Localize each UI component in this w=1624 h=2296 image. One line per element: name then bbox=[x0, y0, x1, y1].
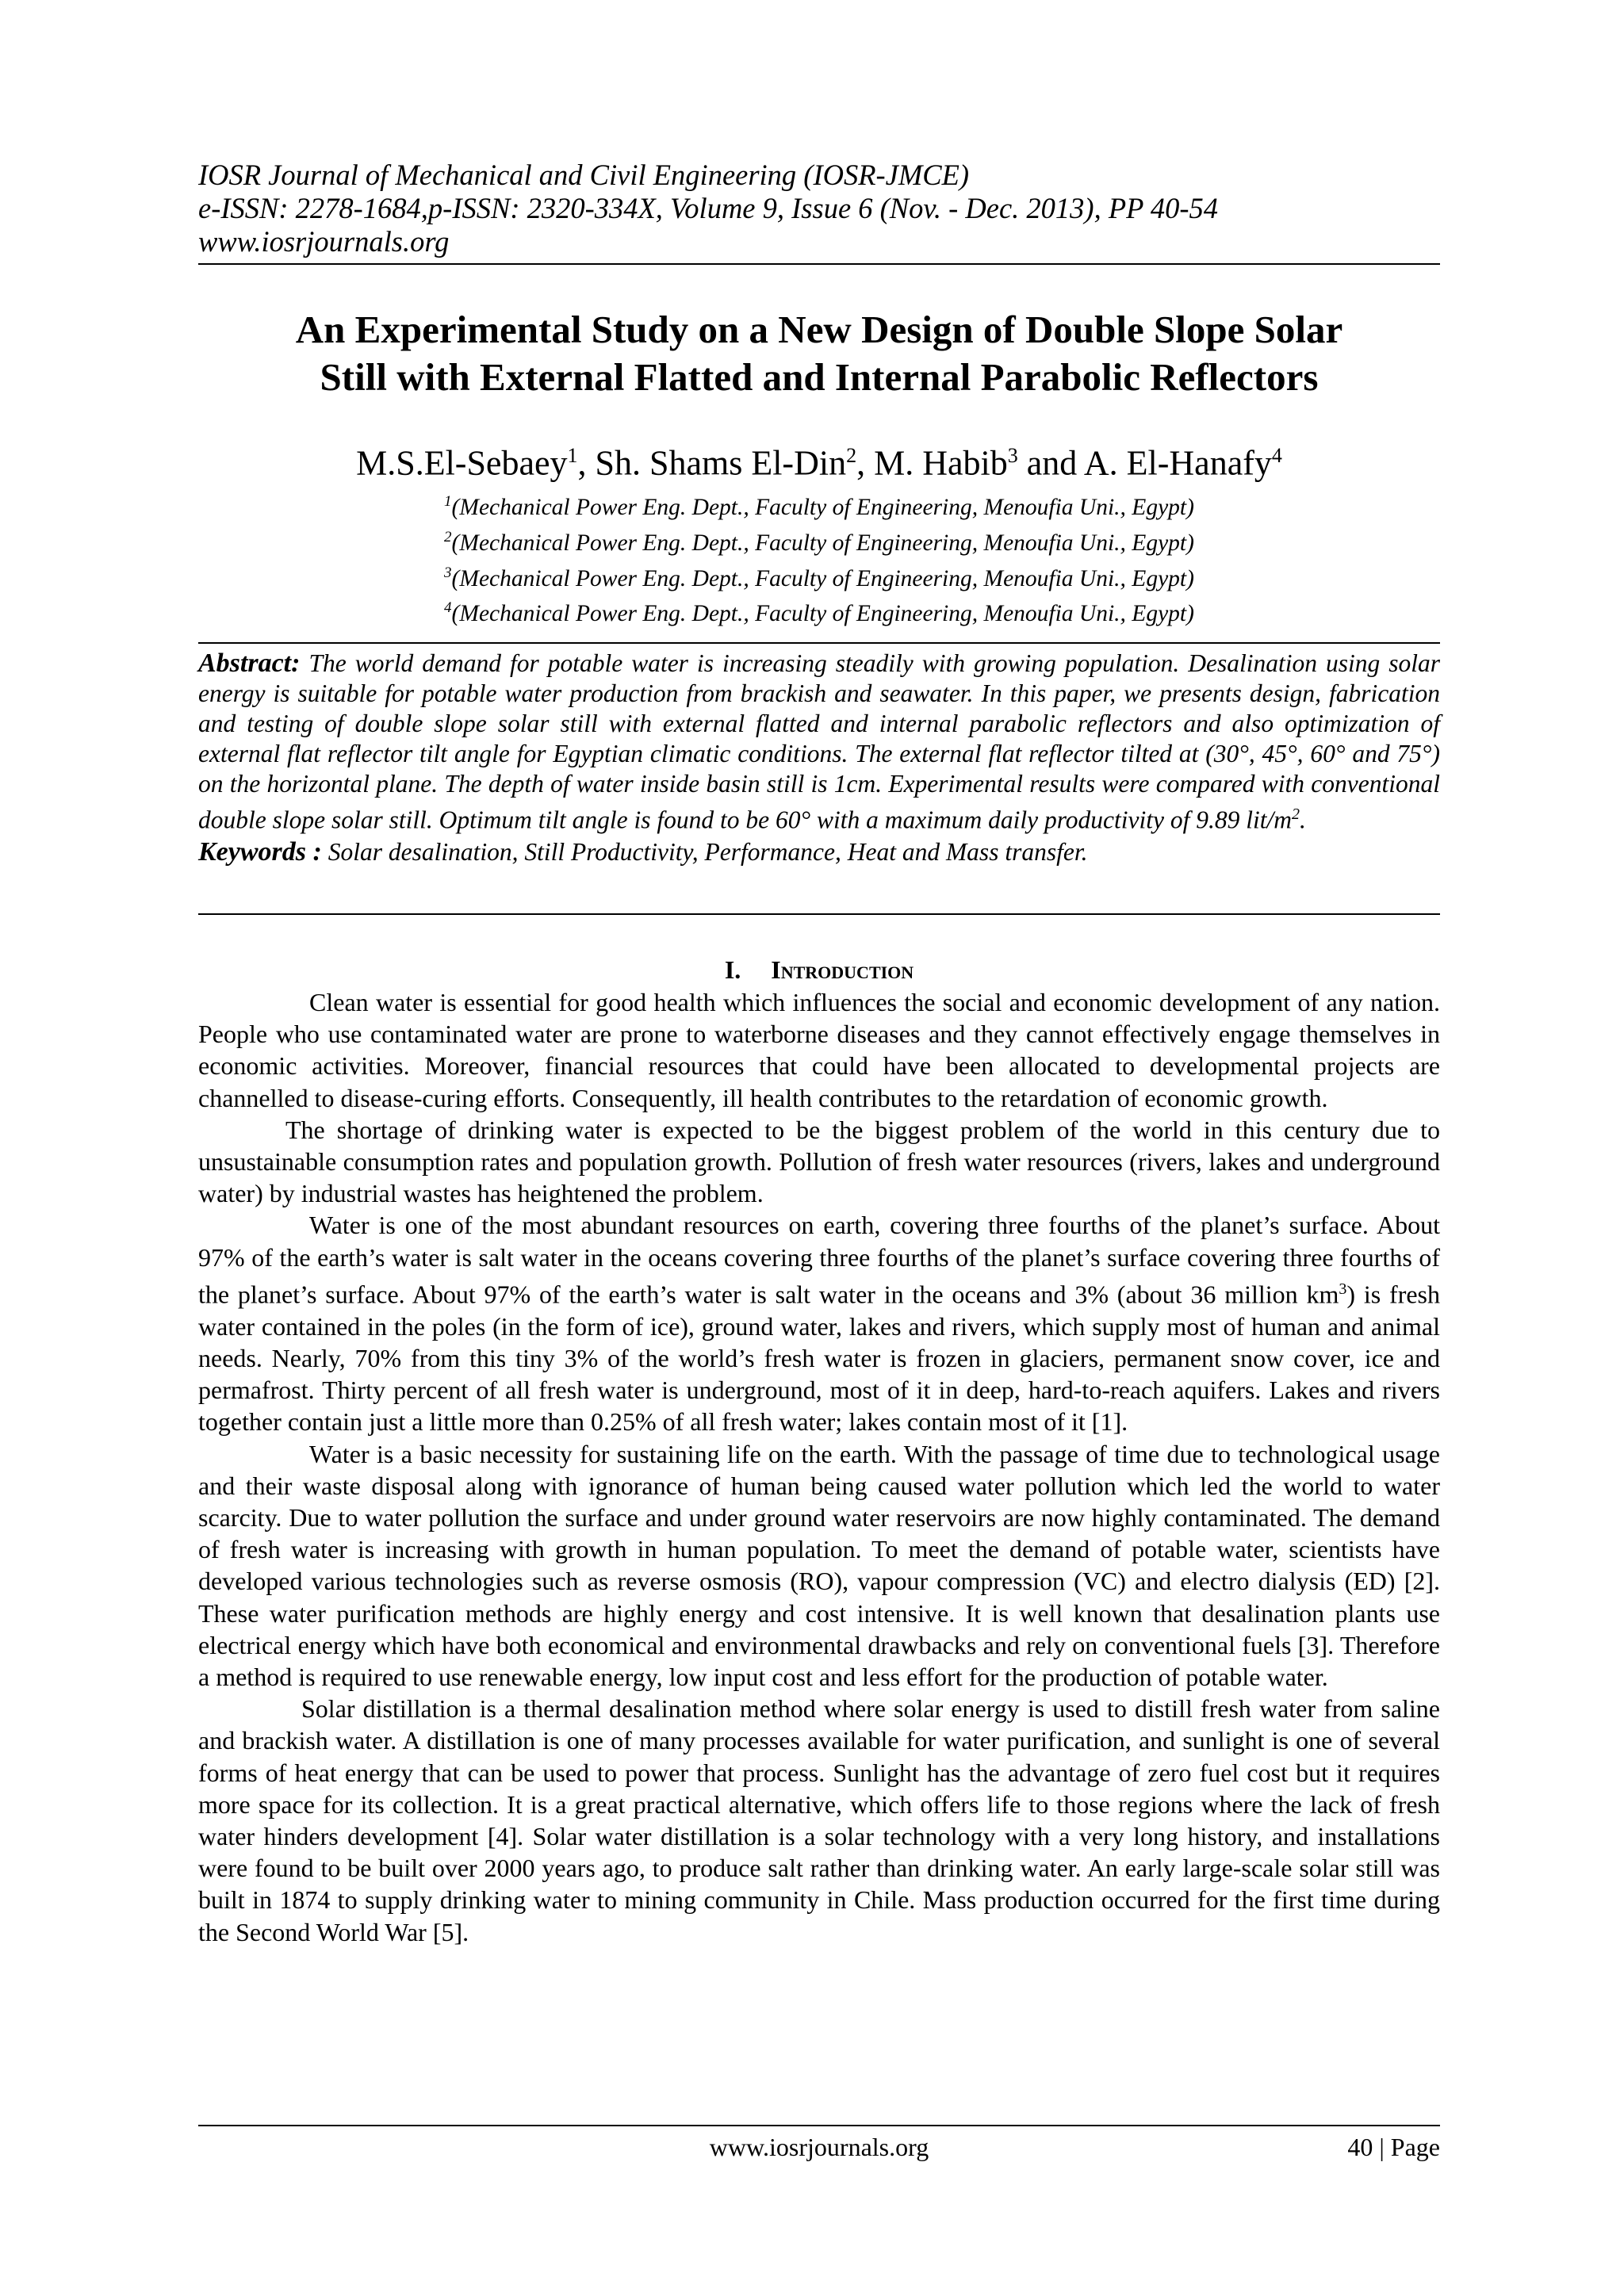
introduction-body bbox=[198, 986, 1440, 1948]
affiliation-mark: 3 bbox=[444, 564, 452, 581]
author-affiliation-mark: 4 bbox=[1271, 444, 1282, 467]
section-number: I. bbox=[724, 955, 741, 984]
journal-website[interactable]: www.iosrjournals.org bbox=[198, 225, 450, 258]
author-separator: , bbox=[856, 443, 875, 483]
abstract-bottom-rule bbox=[198, 913, 1440, 915]
paragraph: The shortage of drinking water is expected to be the biggest problem of the world in this century due to unsustainable consumption rates and population growth. Pollution of fresh water resources (rivers, lakes and underground water) by industrial wastes has heightened the problem. bbox=[198, 1115, 1440, 1208]
journal-name: IOSR Journal of Mechanical and Civil Engineering (IOSR-JMCE) bbox=[198, 159, 970, 191]
author-affiliation-mark: 2 bbox=[846, 444, 857, 467]
paragraph-text: ) is fresh water contained in the poles (in the form of ice), ground water, lakes and rivers, which supply most of human and animal needs. Nearly, 70% from this tiny 3% of the world’s fresh water is frozen in glaciers, permanent snow cover, ice and permafrost. Thirty percent of all fresh water is underground, most of it in deep, hard-to-reach aquifers. Lakes and rivers together contain just a little more than 0.25% of all fresh water; lakes contain most of it [1]. bbox=[198, 1280, 1441, 1437]
author-name: A. El-Hanafy bbox=[1083, 443, 1272, 483]
section-heading bbox=[198, 955, 1440, 985]
affiliation-text: (Mechanical Power Eng. Dept., Faculty of Engineering, Menoufia Uni., Egypt) bbox=[451, 601, 1194, 627]
abstract-end: . bbox=[1300, 806, 1306, 834]
footer-website[interactable]: www.iosrjournals.org bbox=[709, 2133, 929, 2161]
abstract-label: Abstract: bbox=[198, 649, 301, 678]
affiliation-text: (Mechanical Power Eng. Dept., Faculty of Engineering, Menoufia Uni., Egypt) bbox=[451, 565, 1194, 591]
affiliation-item bbox=[198, 558, 1440, 594]
affiliation-mark: 1 bbox=[444, 493, 452, 510]
title-line-2: Still with External Flatted and Internal Parabolic Reflectors bbox=[320, 355, 1319, 399]
header-rule bbox=[198, 263, 1440, 265]
keywords-text: Solar desalination, Still Productivity, Performance, Heat and Mass transfer. bbox=[327, 837, 1088, 866]
abstract-block bbox=[198, 649, 1440, 867]
page-footer bbox=[198, 2131, 1440, 2163]
author-affiliation-mark: 3 bbox=[1007, 444, 1018, 467]
affiliation-mark: 4 bbox=[444, 599, 452, 617]
title-line-1: An Experimental Study on a New Design of Double Slope Solar bbox=[295, 308, 1343, 351]
author-name: Sh. Shams El-Din bbox=[595, 443, 847, 483]
affiliation-mark: 2 bbox=[444, 528, 452, 545]
abstract bbox=[198, 649, 1440, 836]
footer-rule bbox=[198, 2125, 1440, 2126]
unit-superscript: 3 bbox=[1339, 1280, 1347, 1298]
affiliation-item bbox=[198, 522, 1440, 558]
affiliation-list bbox=[198, 487, 1440, 629]
author-list bbox=[198, 435, 1440, 484]
abstract-text: The world demand for potable water is increasing steadily with growing population. Desalination using solar energy is suitable for potable water production from brackish and seawater. In this paper, we presents design, fabrication and testing of double slope solar still with external flatted and internal parabolic reflectors and also optimization of external flat reflector tilt angle for Egyptian climatic conditions. The external flat reflector tilted at (30°, 45°, 60° and 75°) on the horizontal plane. The depth of water inside basin still is 1cm. Experimental results were compared with conventional double slope solar still. Optimum tilt angle is found to be 60° with a maximum daily productivity of 9.89 lit/m bbox=[198, 649, 1440, 834]
abstract-unit-superscript: 2 bbox=[1292, 806, 1300, 823]
keywords bbox=[198, 837, 1440, 867]
section-title: Introduction bbox=[771, 955, 914, 984]
journal-header bbox=[198, 159, 1440, 258]
author-affiliation-mark: 1 bbox=[567, 444, 578, 467]
paragraph: Clean water is essential for good health which influences the social and economic development of any nation. People who use contaminated water are prone to waterborne diseases and they cannot effectively engage themselves in economic activities. Moreover, financial resources that could have been allocated to developmental projects are channelled to disease-curing efforts. Consequently, ill health contributes to the retardation of economic growth. bbox=[198, 988, 1440, 1112]
paragraph bbox=[198, 1209, 1440, 1437]
author-separator: , bbox=[577, 443, 596, 483]
paragraph-text: Water is one of the most abundant resources on earth, covering three fourths of the planet’s surface. About 97% of the earth’s water is salt water in the oceans covering three fourths of the planet’s surface covering three fourths of the planet’s surface. About 97% of the earth’s water is salt water in the oceans and 3% (about 36 million km bbox=[198, 1211, 1440, 1309]
page-number: 40 | Page bbox=[1347, 2133, 1440, 2161]
affiliation-item bbox=[198, 487, 1440, 522]
author-separator: and bbox=[1017, 443, 1084, 483]
author-name: M.S.El-Sebaey bbox=[356, 443, 568, 483]
keywords-label: Keywords : bbox=[198, 836, 322, 867]
paragraph: Solar distillation is a thermal desalination method where solar energy is used to distill fresh water from saline and brackish water. A distillation is one of many processes available for water purification, and sunlight is one of several forms of heat energy that can be used to power that process. Sunlight has the advantage of zero fuel cost but it requires more space for its collection. It is a great practical alternative, which offers life to those regions where the lack of fresh water hinders development [4]. Solar water distillation is a solar technology with a very long history, and installations were found to be built over 2000 years ago, to produce salt rather than drinking water. An early large-scale solar still was built in 1874 to supply drinking water to mining community in Chile. Mass production occurred for the first time during the Second World War [5]. bbox=[198, 1694, 1440, 1946]
author-name: M. Habib bbox=[874, 443, 1008, 483]
paper-title bbox=[198, 306, 1440, 401]
abstract-top-rule bbox=[198, 642, 1440, 644]
journal-issn-volume: e-ISSN: 2278-1684,p-ISSN: 2320-334X, Volume 9, Issue 6 (Nov. - Dec. 2013), PP 40-54 bbox=[198, 192, 1219, 224]
affiliation-text: (Mechanical Power Eng. Dept., Faculty of Engineering, Menoufia Uni., Egypt) bbox=[451, 494, 1194, 520]
affiliation-text: (Mechanical Power Eng. Dept., Faculty of Engineering, Menoufia Uni., Egypt) bbox=[451, 530, 1194, 556]
paragraph: Water is a basic necessity for sustaining life on the earth. With the passage of time due to technological usage and their waste disposal along with ignorance of human being caused water pollution which led the world to water scarcity. Due to water pollution the surface and under ground water reservoirs are now highly contaminated. The demand of fresh water is increasing with growth in human population. To meet the demand of potable water, scientists have developed various technologies such as reverse osmosis (RO), vapour compression (VC) and electro dialysis (ED) [2]. These water purification methods are highly energy and cost intensive. It is well known that desalination plants use electrical energy which have both economical and environmental drawbacks and rely on conventional fuels [3]. Therefore a method is required to use renewable energy, low input cost and less effort for the production of potable water. bbox=[198, 1439, 1440, 1691]
affiliation-item bbox=[198, 593, 1440, 629]
